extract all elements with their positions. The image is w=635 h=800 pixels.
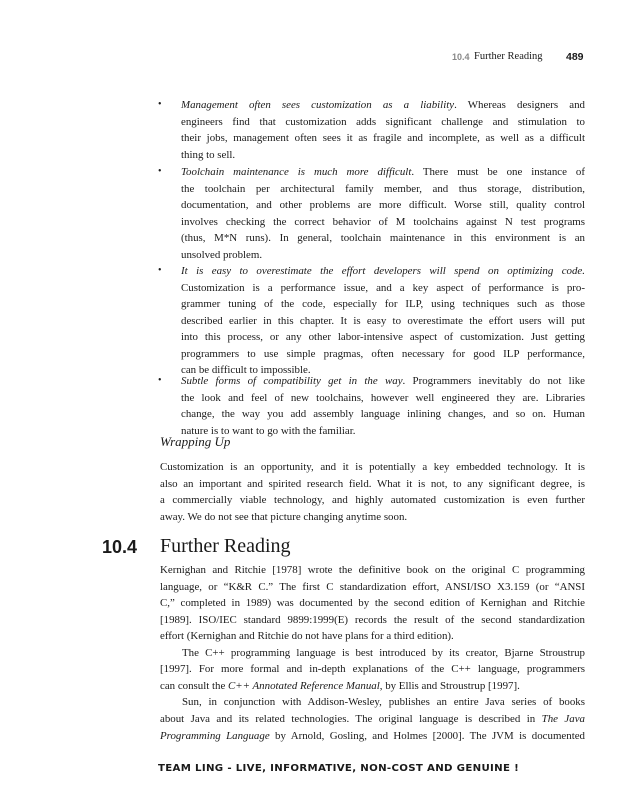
footer-watermark: TEAM LING - LIVE, INFORMATIVE, NON-COST AND GENUINE ! xyxy=(158,763,520,774)
bullet-icon: • xyxy=(158,166,162,177)
text-line xyxy=(160,729,585,743)
italic-text: The Java xyxy=(541,712,585,725)
running-header-section: 10.4 xyxy=(452,52,470,62)
text-span: . Whereas designers and xyxy=(454,99,585,111)
bullet-icon: • xyxy=(158,99,162,110)
text-line: language, or “K&R C.” The first C standardization effort, ANSI/ISO X3.159 (or “ANSI xyxy=(160,580,585,593)
text-line: change, the way you add assembly language inlining changes, and so on. Human xyxy=(181,408,585,421)
text-line: Customization is a performance issue, and a key aspect of performance is pro- xyxy=(181,281,585,294)
bullet-icon: • xyxy=(158,375,162,386)
text-line: their jobs, management often sees it as fragile and incomplete, as well as a difficult xyxy=(181,132,585,145)
page-number: 489 xyxy=(566,51,584,63)
text-line xyxy=(160,712,585,726)
text-line: The C++ programming language is best introduced by its creator, Bjarne Stroustrup xyxy=(182,646,585,659)
text-line: documentation, and other problems are more difficult. Worse still, quality control xyxy=(181,199,585,212)
italic-text: Subtle forms of compatibility get in the way xyxy=(181,375,403,387)
text-line xyxy=(181,374,585,388)
text-line: effort (Kernighan and Ritchie do not have plans for a third edition). xyxy=(160,630,454,643)
text-span: can consult the xyxy=(160,679,229,692)
text-line: thing to sell. xyxy=(181,148,236,161)
subsection-heading: Wrapping Up xyxy=(160,434,231,449)
text-line: Customization is an opportunity, and it is potentially a key embedded technology. It is xyxy=(160,461,585,473)
text-line: [1997]. For more formal and in-depth explanations of the C++ language, programmers xyxy=(160,663,585,676)
text-line: [1989]. ISO/IEC standard 9899:1999(E) records the result of the second standardization xyxy=(160,613,585,626)
text-line xyxy=(181,98,585,112)
text-line xyxy=(160,679,520,693)
text-line: engineers find that customization adds significant challenge and stimulation to xyxy=(181,115,585,128)
text-line: programmers to use simple pragmas, often necessary for good ILP performance, xyxy=(181,347,585,360)
bullet-icon: • xyxy=(158,265,162,276)
text-line: C,” completed in 1989) was documented by the second edition of Kernighan and Ritchie xyxy=(160,597,585,610)
italic-text: It is easy to overestimate the effort developers will spend on optimizing code. xyxy=(181,265,585,277)
text-line: can be difficult to impossible. xyxy=(181,364,311,377)
text-line: the toolchain per architectural family member, and thus storage, distribution, xyxy=(181,182,585,195)
text-line: nature is to want to go with the familiar. xyxy=(181,424,356,437)
italic-text: Toolchain maintenance is much more difficult xyxy=(181,166,412,178)
text-line: grammer tuning of the code, especially for ILP, using techniques such as those xyxy=(181,298,585,311)
text-span: by Arnold, Gosling, and Holmes [2000]. The JVM is documented xyxy=(269,729,585,742)
italic-text: Management often sees customization as a liability xyxy=(181,99,455,111)
italic-text: Programming Language xyxy=(160,729,270,742)
text-line: unsolved problem. xyxy=(181,248,263,261)
section-title: Further Reading xyxy=(160,535,291,557)
text-span: . There must be one instance of xyxy=(411,166,585,178)
running-header-title: Further Reading xyxy=(474,51,543,62)
text-line: into this process, or any other labor-intensive aspect of customization. Just getting xyxy=(181,331,585,344)
text-line: involves checking the correct behavior of M toolchains against N test programs xyxy=(181,215,585,228)
text-line xyxy=(181,264,585,278)
text-line: Sun, in conjunction with Addison-Wesley, publishes an entire Java series of books xyxy=(182,696,585,709)
text-span: , by Ellis and Stroustrup [1997]. xyxy=(379,679,520,692)
text-line: away. We do not see that picture changing anytime soon. xyxy=(160,510,408,523)
text-line: described earlier in this chapter. It is easy to overestimate the effort users will put xyxy=(181,314,585,327)
text-span: about Java and its related technologies. The original language is described in xyxy=(160,712,542,725)
text-line xyxy=(181,165,585,179)
text-line: Kernighan and Ritchie [1978] wrote the definitive book on the original C programming xyxy=(160,564,585,576)
text-span: . Programmers inevitably do not like xyxy=(402,375,585,387)
text-line: also an important and spirited research field. What it is not, to any significant degree, is xyxy=(160,477,585,490)
italic-text: C++ Annotated Reference Manual xyxy=(228,679,380,692)
text-line: the look and feel of new toolchains, however well engineered they are. Libraries xyxy=(181,391,585,404)
text-line: (thus, M*N runs). In general, toolchain maintenance in this environment is an xyxy=(181,232,585,245)
text-line: a commercially viable technology, and highly automated customization is even further xyxy=(160,494,585,507)
section-number: 10.4 xyxy=(102,537,138,557)
